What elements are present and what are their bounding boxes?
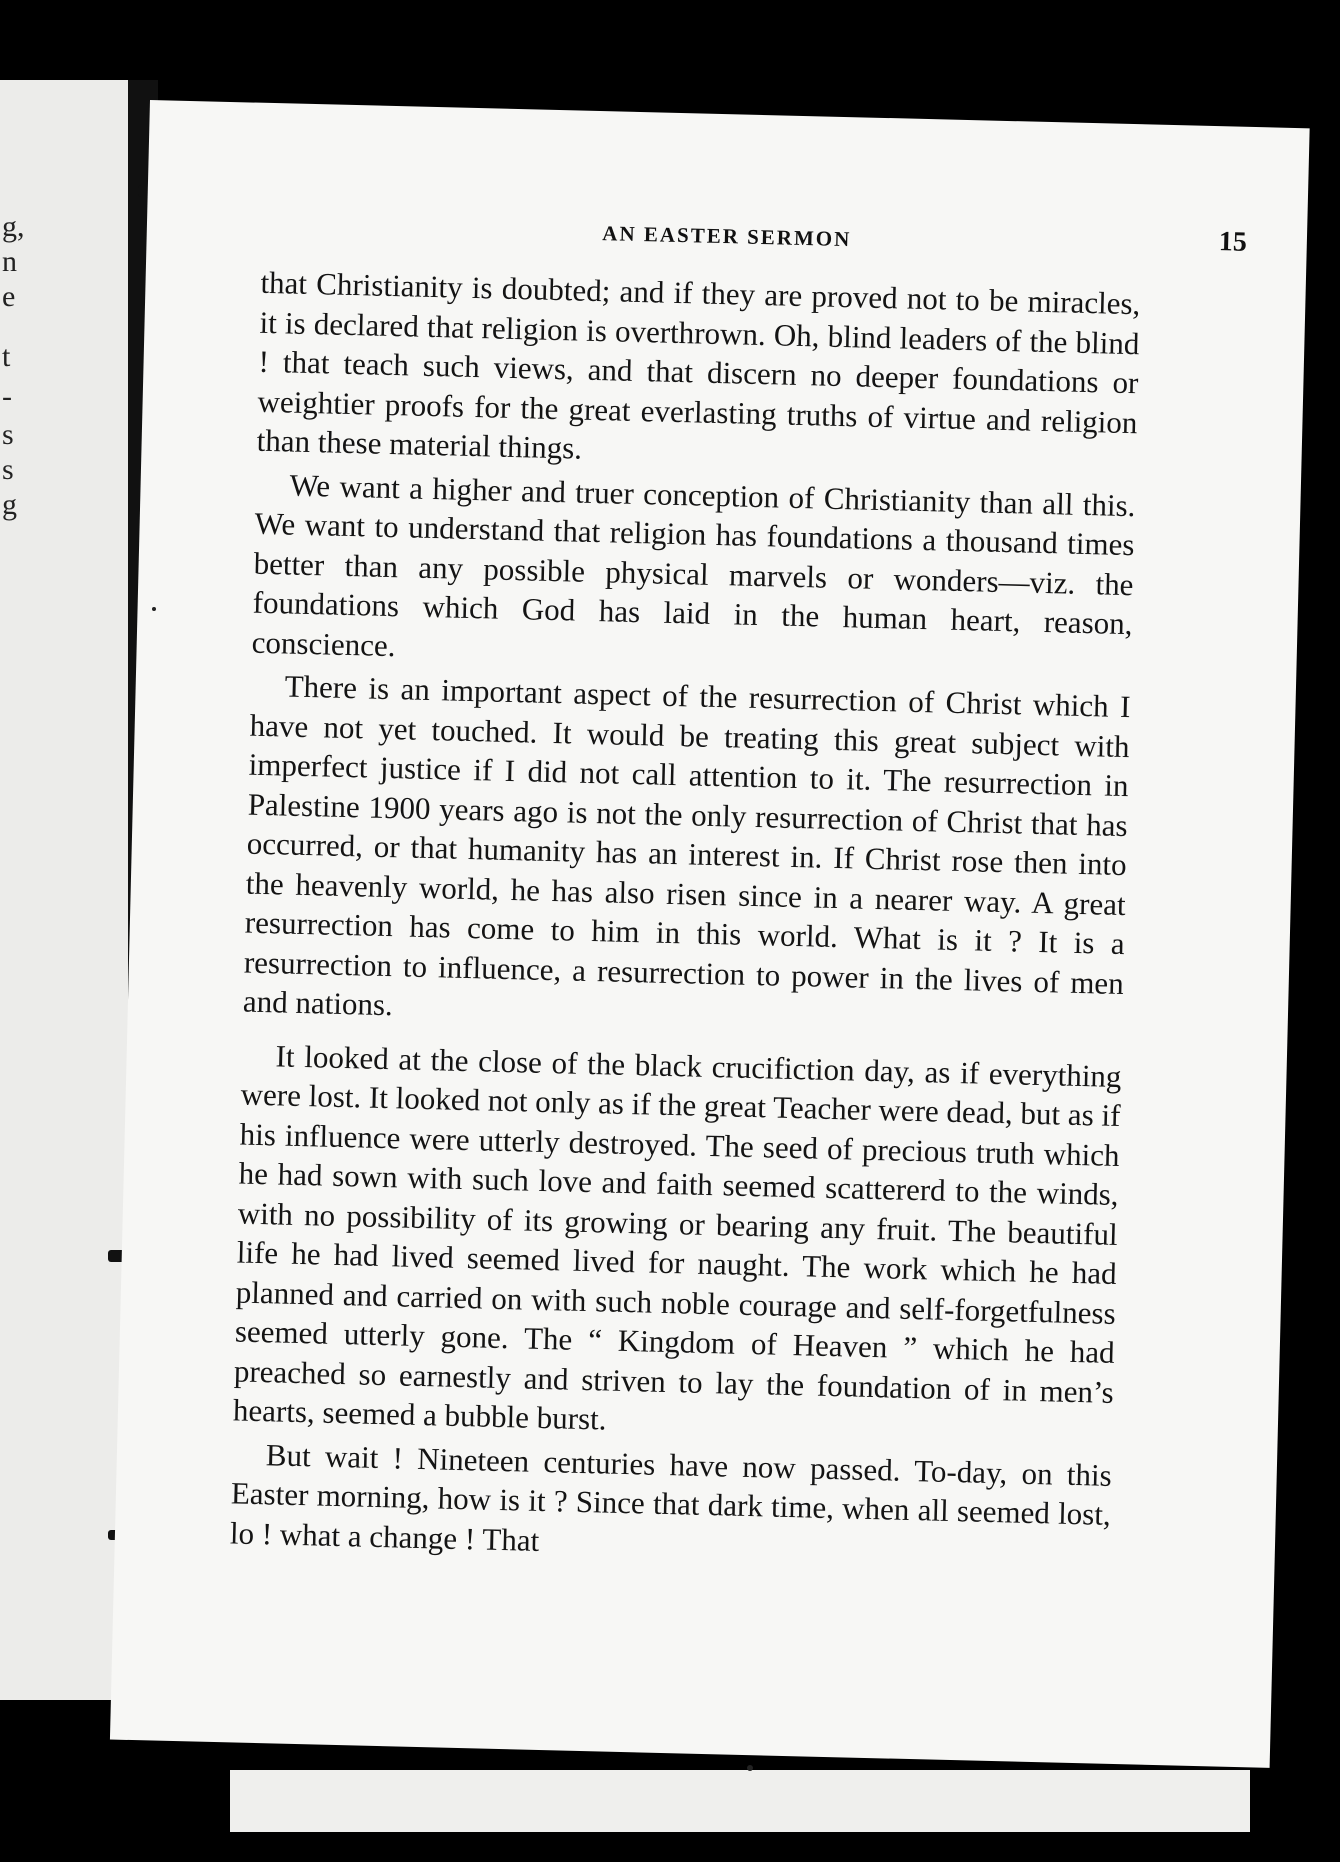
page-body: [229, 263, 1140, 1578]
facing-page-fragment: t: [2, 340, 11, 373]
page-number: 15: [1218, 226, 1248, 258]
page-bottom-edge: [230, 1770, 1250, 1832]
book-page: [110, 100, 1310, 1768]
paragraph: But wait ! Nineteen centuries have now passed. To-day, on this Easter morning, how is it ? Since that dark time, when all seemed lost, lo ! what a change ! That: [229, 1436, 1113, 1558]
facing-page-fragment: g,: [2, 210, 25, 243]
facing-page-fragment: e: [2, 280, 16, 313]
running-title: AN EASTER SERMON: [602, 221, 852, 252]
facing-page-edge: [0, 80, 130, 1700]
facing-page-fragment: n: [2, 245, 17, 278]
facing-page-fragment: s: [2, 418, 14, 451]
facing-page-fragment: -: [2, 380, 12, 413]
paragraph: There is an important aspect of the resurrection of Christ which I have not yet touched. It would be treating this great subject with imperfect justice if I did not call attention to it. The resurrection in Palestine 1900 years ago is not the only resurrection of Christ that has occurred, or that humanity has an interest in. If Christ rose then into the heavenly world, he has also risen since in a nearer way. A great resurrection has come to him in this world. What is it ? It is a resurrection to influence, a resurrection to power in the lives of men and nations.: [242, 668, 1131, 1023]
paragraph: We want a higher and truer conception of Christianity than all this. We want to understand that religion has foundations a thousand times better than any possible physical marvels or wonders—viz. the foundations which God has laid in the human heart, reason, conscience.: [251, 467, 1136, 663]
specks: [152, 607, 156, 611]
facing-page-fragment: s: [2, 453, 14, 486]
paragraph: It looked at the close of the black crucifiction day, as if everything were lost. It looked not only as if the great Teacher were dead, but as if his influence were utterly destroyed. The seed of precious truth which he had sown with such love and faith seemed scattererd to the winds, with no possibility of its growing or bearing any fruit. The beautiful life he had lived seemed lived for naught. The work which he had planned and carried on with such noble courage and self-forgetfulness seemed utterly gone. The “ Kingdom of Heaven ” which he had preached so earnestly and striven to lay the foundation of in men’s hearts, seemed a bubble burst.: [232, 1037, 1122, 1437]
specks: [747, 1765, 753, 1771]
paragraph: that Christianity is doubted; and if they are proved not to be miracles, it is declared that religion is overthrown. Oh, blind leaders of the blind ! that teach such views, and that discern no deeper foundations or weightier proofs for the great everlasting truths of virtue and religion than these material things.: [256, 264, 1141, 466]
facing-page-fragment: g: [2, 488, 17, 521]
